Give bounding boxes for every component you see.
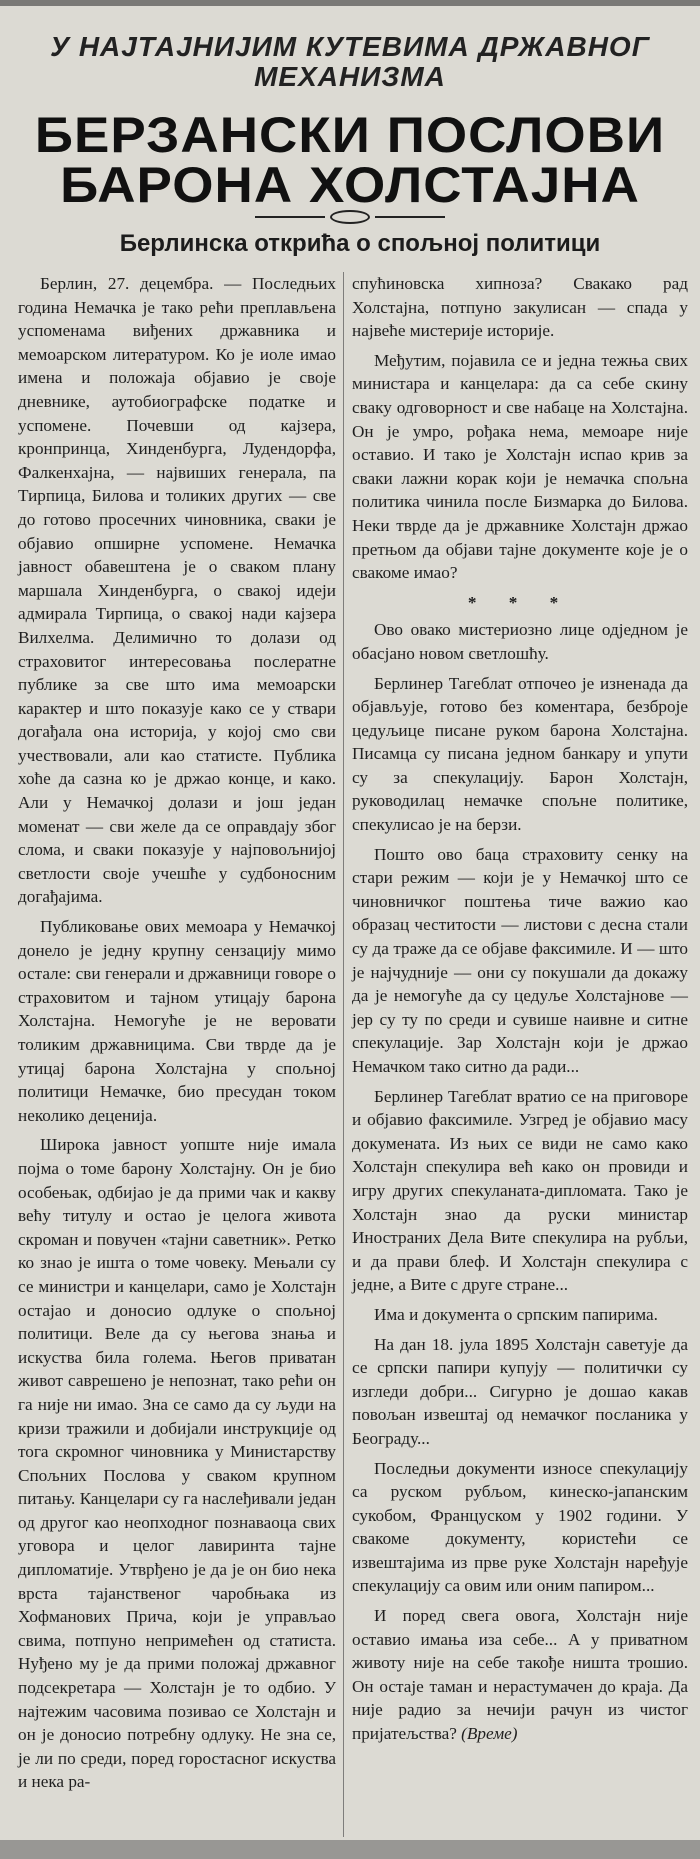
paragraph: Берлинер Тагеблат вратио се на приговоре и објавио факсимиле. Узгред је објавио масу докумената. Из њих се види не само како Холстајн спекулира већ како он провиди и игру других спекуланата-дипломата. Тако је Холстајн знао да руски министар Иностраних Дела Вите спекулира на рубљи, и да прави блеф. И Холстајн спекулира с једне, а Вите с друге стране...: [352, 1086, 688, 1295]
paragraph: Берлинер Тагеблат отпочео је изненада да објављује, готово без коментара, безброје цедуљице писане руком барона Холстајна. Писамца су писана једном банкару и упути су за спекулацију. Барон Холстајн, руководилац немачке спољне политике, спекулисао је на берзи.: [352, 673, 688, 835]
paragraph: спућиновска хипноза? Свакако рад Холстајна, потпуно закулисан — спада у највеће мистерије историје.: [352, 274, 688, 341]
paragraph-text: И поред свега овога, Холстајн није оставио имања иза себе... А у приватном животу није на себе такође ништа трошио. Он остаје таман и нерастумачен до краја. Да није радио за нечији рачун из чистог пријатељства?: [352, 1606, 688, 1744]
article-headline: [0, 107, 700, 213]
paragraph: На дан 18. јула 1895 Холстајн саветује да се српски папири купују — политички су изгледи добри... Сигурно је дошао какав повољан извештај од немачког посланика у Београду...: [352, 1334, 688, 1448]
paragraph: Последњи документи износе спекулацију са руском рубљом, кинеско-јапанским сукобом, Француском у 1902 години. У свакоме документу, користећи се извештајима из прве руке Холстајн наређује спекулацију са овим или оним папиром...: [352, 1458, 688, 1596]
paragraph: Пошто ово баца страховиту сенку на стари режим — који је у Немачкој што се чиновничког поштења тиче важио као образац честитости — листови с десна стали су да траже да се објаве факсимиле. И — што је најчудније — они су покушали да докажу да је немогуће да су цедуље Холстајнове — јер су ту по среди и сувише наивне и ситне спекулације. Зар Холстајн који је држао Немачком тако ситно да ради...: [352, 844, 688, 1076]
paragraph: Публиковање ових мемоара у Немачкој донело је једну крупну сензацију мимо остале: сви генерали и државници говоре о страховитом и тајном утицају барона Холстајна. Немогуће је не веровати толиким државницима. Сви тврде да је утицај барона Холстајна у спољној политици Немачке, био пресудан током неколико деценија.: [18, 917, 336, 1125]
paragraph: Међутим, појавила се и једна тежња свих министара и канцелара: да са себе скину сваку одговорност и све набаце на Холстајна. Он је умро, рођака нема, мемоаре није оставио. И тако је Холстајн испао крив за сваки лажни корак који је немачка спољна политика чинила после Бизмарка до Билова. Неки тврде да је државнике Холстајн држао претњом да објави тајне документе које је о свакоме имао?: [352, 350, 688, 583]
paragraph: Берлин, 27. децембра. — Последњих година Немачка је тако рећи преплављена успоменама виђених државника и мемоарском литературом. Ко је иоле имао имена и положаја објавио је своје дневнике, аутобиографске податке и успомене. Почевши од кајзера, кронпринца, Хинденбурга, Лудендорфа, Фалкенхајна, — највиших генерала, па Тирпица, Билова и толиких других — све до готово просечних чиновника, сваки је објавио опширне успомене. Немачка јавност обавештена је о сваком плану маршала Хинденбурга, о свакој идеји адмирала Тирпица, о свакој нади кајзера Вилхелма. Делимично то долази од страховитог интересовања послератне публике за све што има мемоарски карактер и што показује како се у ствари догађала она историја, у којој смо сви учествовали, али као статисте. Публика хоће да сазна ко је држао конце, и како. Али у Немачкој долази и још један моменат — сви желе да се оправдају због слома, и сваки показује у најповољнијој светлости своје учешће у судбоносним догађајима.: [18, 274, 336, 907]
section-separator: * * *: [467, 592, 573, 612]
left-column: [18, 272, 336, 1800]
source-signature: (Време): [461, 1724, 518, 1744]
paragraph: Има и документа о српским папирима.: [374, 1304, 658, 1324]
bottom-band: [0, 1840, 700, 1859]
right-column: [352, 272, 688, 1752]
column-divider: [343, 272, 344, 1837]
headline-line-1: БЕРЗАНСКИ ПОСЛОВИ: [34, 107, 666, 163]
article-subheadline: Берлинска открића о спољној политици: [119, 230, 601, 257]
paragraph: Ово овако мистериозно лице одједном је обасјано новом светлошћу.: [352, 620, 688, 663]
article-kicker: У НАЈТАЈНИЈИМ КУТЕВИМА ДРЖАВНОГ МЕХАНИЗМА: [50, 31, 650, 92]
paragraph-last: [352, 1604, 688, 1746]
headline-line-2: БАРОНА ХОЛСТАЈНА: [60, 157, 640, 213]
top-rule: [0, 0, 700, 6]
ornament-divider: [255, 210, 445, 224]
paragraph: Широка јавност уопште није имала појма о томе барону Холстајну. Он је био особењак, одбијао је да прими чак и какву већу титулу и остао је целога живота скроман и повучен «тајни саветник». Ретко ко знао је ишта о томе човеку. Мењали су се министри и канцелари, само је Холстајн остајао и доносио одлуке о спољној политици. Веле да су његова знања и искуства била голема. Његов приватан живот саврешено је непознат, тако рећи он га није ни имао. Зна се само да су људи на кризи тражили и добијали инструкције од тога скромног чиновника у Министарству Спољних Послова у сваком крупном питању. Канцелари су га наслеђивали један од другог као неопходног познаваоца свих уговора и целог лавиринта тајне дипломатије. Утврђено је да је он био нека врста тајанственог чаробњака из Хофманових Прича, који је управљао свима, потпуно непримећен од статиста. Нуђено му је да прими положај државног подсекретара — Холстајн је то одбио. У најтежим часовима позивао се Холстајн и он је доносио потребну одлуку. Не зна се, је ли по среди, поред горостасног искуства и нека ра-: [18, 1135, 336, 1792]
